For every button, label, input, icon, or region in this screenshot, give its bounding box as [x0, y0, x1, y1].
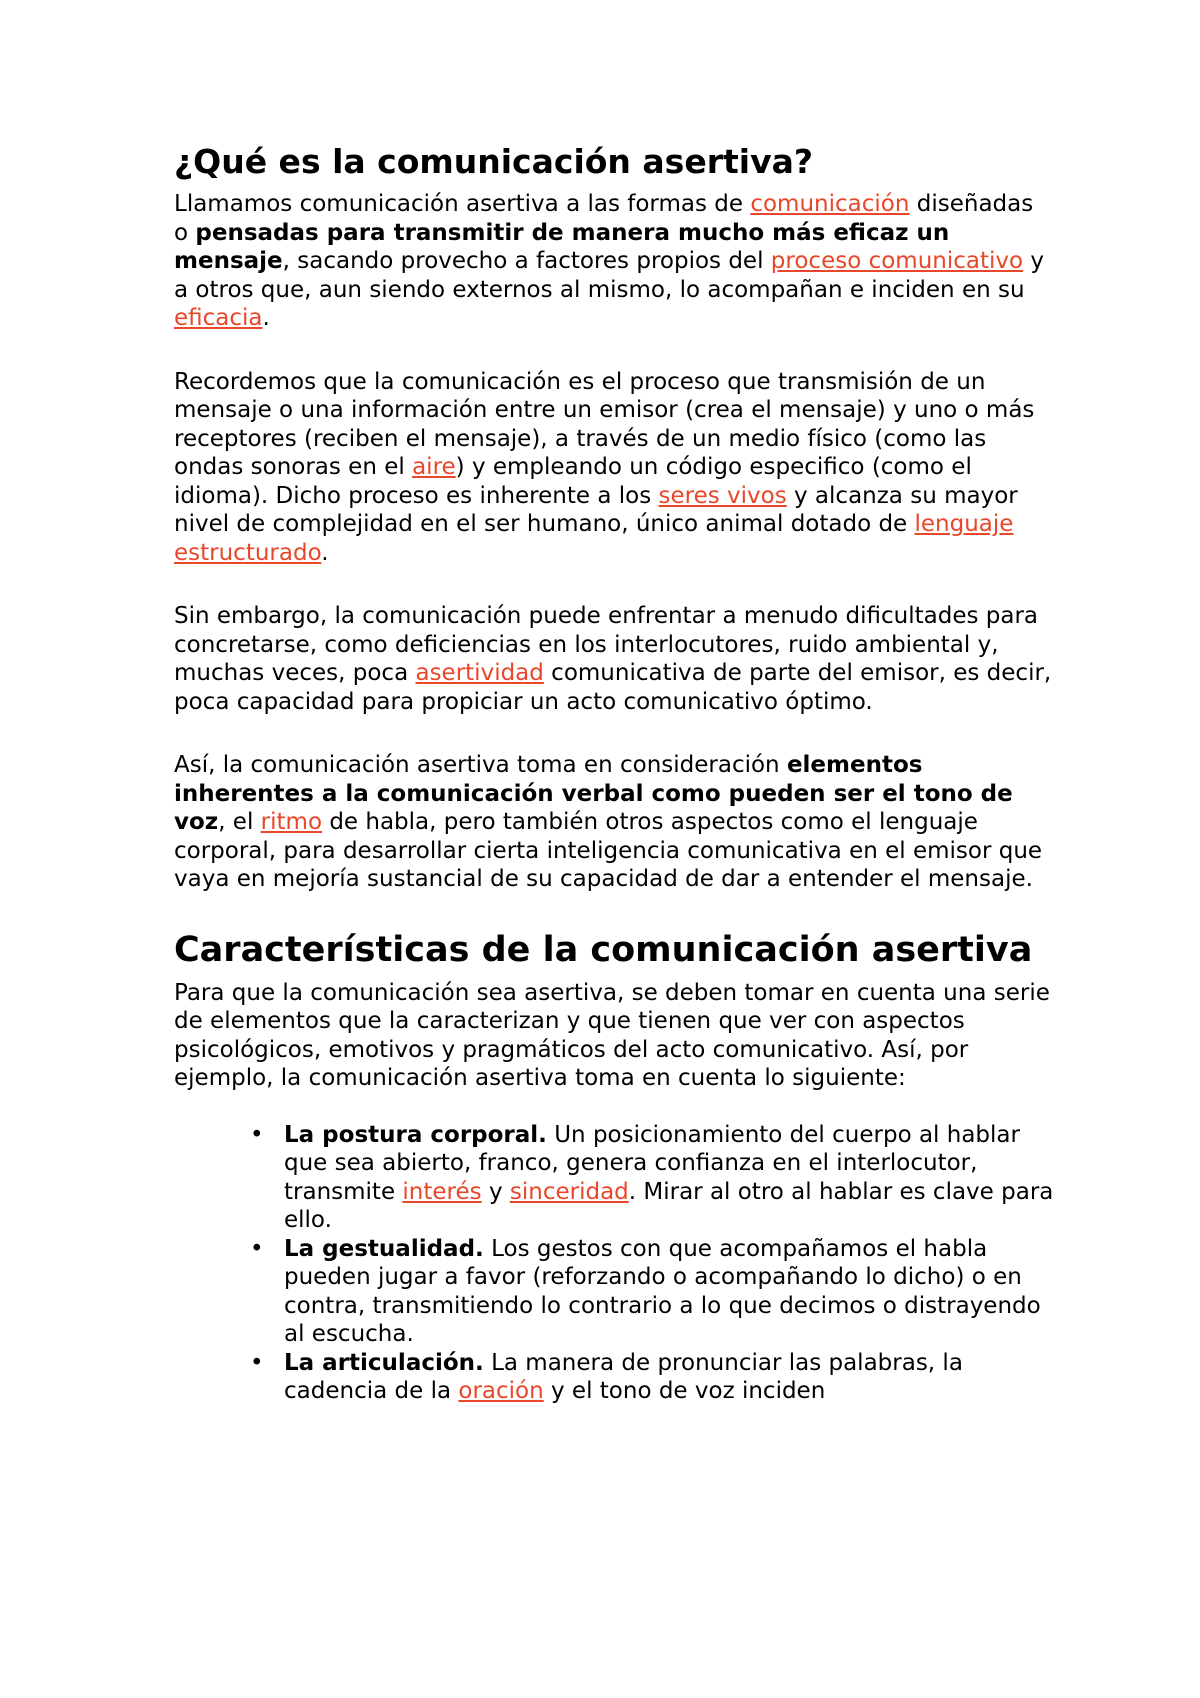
text-span: ) y empleando un código especifico (como el idioma). Dicho proceso es inherente a los	[174, 454, 972, 509]
text-span: y el tono de voz inciden	[543, 1378, 826, 1404]
text-span: .	[262, 305, 270, 331]
text-span: y alcanza su mayor nivel de complejidad en el ser humano, único animal dotado de	[174, 482, 1018, 537]
text-span: Un posicionamiento del cuerpo al hablar que sea abierto, franco, genera confianza en el interlocutor, transmite	[284, 1121, 1020, 1205]
characteristics-list	[174, 1121, 1054, 1406]
text-span: , sacando provecho a factores propios del	[282, 248, 771, 274]
document-content	[174, 140, 1054, 1406]
paragraph-definicion	[174, 190, 1054, 333]
text-span: . Mirar al otro al hablar es clave para ello.	[284, 1178, 1054, 1233]
text-span: de habla, pero también otros aspectos como el lenguaje corporal, para desarrollar cierta inteligencia comunicativa en el emisor que vaya en mejoría sustancial de su capacidad de dar a entender el mensaje.	[174, 809, 1043, 892]
link-interes[interactable]: interés	[402, 1178, 482, 1205]
link-lenguaje-estructurado[interactable]: lenguaje estructurado	[174, 511, 1014, 566]
text-span: La manera de pronunciar las palabras, la cadencia de la	[284, 1349, 963, 1404]
text-span: y a otros que, aun siendo externos al mismo, lo acompañan e inciden en su	[174, 248, 1045, 303]
bullet-icon: •	[250, 1121, 264, 1148]
list-item-gestualidad	[250, 1235, 1054, 1349]
link-ritmo[interactable]: ritmo	[260, 809, 323, 835]
bold-span: La articulación.	[284, 1349, 484, 1376]
text-span: .	[321, 539, 329, 566]
link-oracion[interactable]: oración	[458, 1378, 544, 1404]
paragraph-sin-embargo	[174, 602, 1054, 716]
list-item-postura	[250, 1121, 1054, 1235]
bold-span: pensadas para transmitir de manera mucho más eficaz un mensaje	[174, 219, 950, 274]
paragraph-asi	[174, 751, 1054, 894]
text-span: comunicativa de parte del emisor, es decir, poca capacidad para propiciar un acto comunicativo óptimo.	[174, 660, 1052, 715]
paragraph-recordemos	[174, 368, 1054, 568]
bold-span: elementos inherentes a la comunicación verbal como pueden ser el tono de voz	[174, 752, 1013, 835]
bold-span: La gestualidad.	[284, 1235, 484, 1262]
text-span: Recordemos que la comunicación es el proceso que transmisión de un mensaje o una información entre un emisor (crea el mensaje) y uno o más receptores (reciben el mensaje), a través de un medio físico (como las ondas sonoras en el	[174, 368, 1035, 480]
bold-span: La postura corporal.	[284, 1121, 547, 1148]
link-seres-vivos[interactable]: seres vivos	[658, 482, 787, 509]
text-span: Los gestos con que acompañamos el habla pueden jugar a favor (reforzando o acompañando lo dicho) o en contra, transmitiendo lo contrario a lo que decimos o distrayendo al escucha.	[284, 1235, 1041, 1347]
text-span: Llamamos comunicación asertiva a las formas de	[174, 191, 751, 217]
paragraph-caracteristicas-intro: Para que la comunicación sea asertiva, se deben tomar en cuenta una serie de elementos que la caracterizan y que tienen que ver con aspectos psicológicos, emotivos y pragmáticos del acto comunicativo. Así, por ejemplo, la comunicación asertiva toma en cuenta lo siguiente:	[174, 979, 1050, 1091]
text-span: Sin embargo, la comunicación puede enfrentar a menudo dificultades para concretarse, como deficiencias en los interlocutores, ruido ambiental y, muchas veces, poca	[174, 603, 1039, 686]
text-span: Así, la comunicación asertiva toma en consideración	[174, 752, 787, 778]
link-eficacia[interactable]: eficacia	[174, 305, 263, 331]
link-comunicacion[interactable]: comunicación	[750, 191, 910, 217]
text-span: diseñadas o	[174, 191, 1034, 246]
text-span: , el	[218, 809, 261, 835]
list-item-articulacion	[250, 1349, 1054, 1406]
link-asertividad[interactable]: asertividad	[415, 660, 544, 686]
text-span: y	[481, 1178, 510, 1205]
link-sinceridad[interactable]: sinceridad	[509, 1178, 629, 1205]
bullet-icon: •	[250, 1349, 264, 1376]
link-aire[interactable]: aire	[412, 454, 456, 480]
link-proceso-comunicativo[interactable]: proceso comunicativo	[770, 248, 1024, 274]
bullet-icon: •	[250, 1235, 264, 1262]
heading-que-es: ¿Qué es la comunicación asertiva?	[174, 142, 813, 181]
heading-caracteristicas: Características de la comunicación asertiva	[174, 929, 1033, 970]
